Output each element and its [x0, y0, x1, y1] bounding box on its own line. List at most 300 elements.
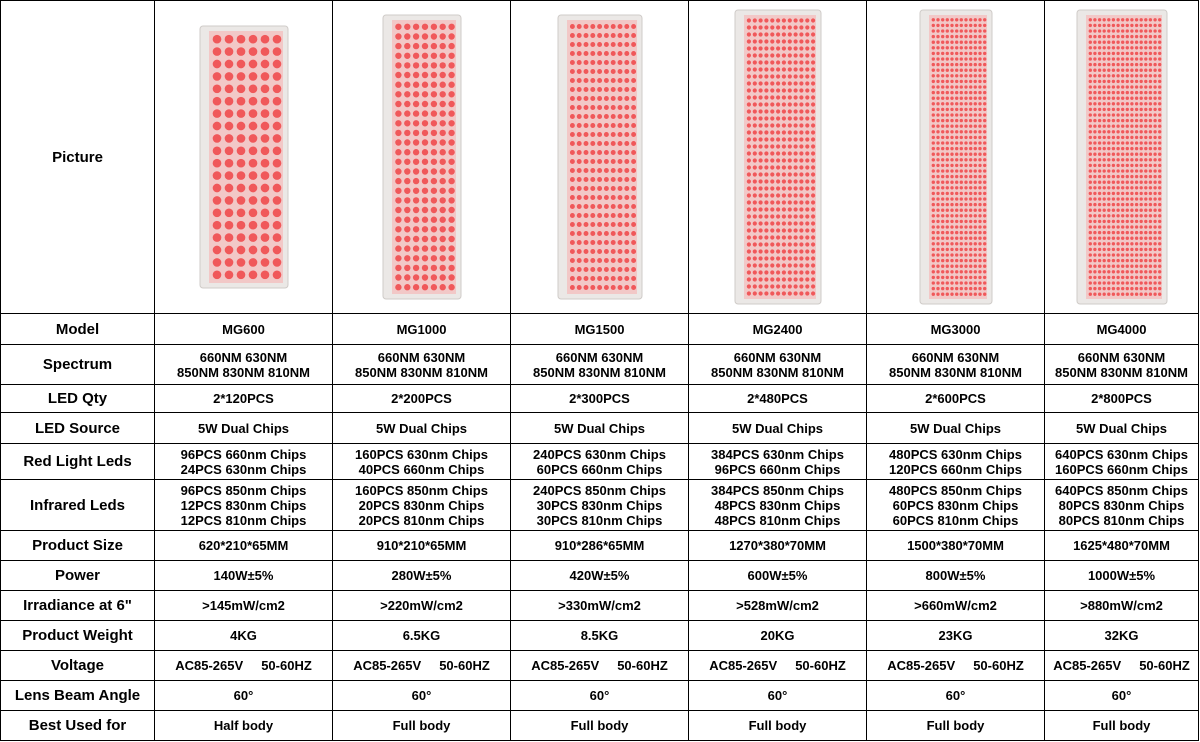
led-dot	[1111, 253, 1114, 256]
led-dot	[1158, 175, 1161, 178]
led-dot	[1134, 270, 1137, 273]
led-dot	[1130, 46, 1133, 49]
led-dot	[1158, 91, 1161, 94]
led-dot	[576, 51, 581, 56]
led-dot	[978, 46, 981, 49]
led-dot	[776, 270, 780, 274]
led-dot	[260, 159, 269, 168]
led-dot	[983, 158, 986, 161]
led-dot	[945, 24, 948, 27]
led-dot	[1134, 248, 1137, 251]
led-dot	[603, 222, 608, 227]
angle-cell: 60°	[333, 681, 511, 711]
led-dot	[978, 248, 981, 251]
led-dot	[583, 114, 588, 119]
led-dot	[959, 57, 962, 60]
led-dot	[1134, 293, 1137, 296]
led-dot	[448, 33, 454, 39]
led-dot	[1102, 119, 1105, 122]
led-dot	[959, 259, 962, 262]
led-dot	[1153, 158, 1156, 161]
led-dot	[950, 287, 953, 290]
led-dot	[941, 102, 944, 105]
led-dot	[583, 69, 588, 74]
led-dot	[969, 175, 972, 178]
led-dot	[1097, 46, 1100, 49]
led-dot	[758, 172, 762, 176]
led-dot	[1158, 108, 1161, 111]
led-dot	[224, 35, 233, 44]
led-dot	[811, 81, 815, 85]
led-dot	[799, 18, 803, 22]
led-dot	[978, 287, 981, 290]
led-dot	[1134, 214, 1137, 217]
led-dot	[811, 116, 815, 120]
led-dot	[1116, 231, 1119, 234]
led-dot	[1130, 29, 1133, 32]
led-dot	[955, 91, 958, 94]
led-dot	[1158, 276, 1161, 279]
led-dot	[224, 84, 233, 93]
led-dot	[955, 209, 958, 212]
led-dot	[959, 102, 962, 105]
led-dot	[395, 274, 401, 280]
led-dot	[752, 67, 756, 71]
led-dot	[752, 32, 756, 36]
led-dot	[1139, 63, 1142, 66]
led-dot	[603, 123, 608, 128]
led-dot	[404, 245, 410, 251]
led-dot	[631, 150, 636, 155]
led-dot	[969, 220, 972, 223]
led-dot	[1111, 97, 1114, 100]
led-dot	[1111, 169, 1114, 172]
led-dot	[212, 159, 221, 168]
led-dot	[1134, 281, 1137, 284]
led-dot	[421, 130, 427, 136]
led-dot	[973, 108, 976, 111]
led-dot	[1144, 136, 1147, 139]
led-dot	[983, 209, 986, 212]
led-dot	[945, 186, 948, 189]
led-dot	[603, 213, 608, 218]
led-dot	[1088, 186, 1091, 189]
led-dot	[439, 236, 445, 242]
led-dot	[969, 69, 972, 72]
led-dot	[260, 72, 269, 81]
led-dot	[583, 141, 588, 146]
led-dot	[770, 158, 774, 162]
led-dot	[439, 33, 445, 39]
led-dot	[212, 184, 221, 193]
led-dot	[955, 192, 958, 195]
led-dot	[1093, 181, 1096, 184]
row-product-weight	[1, 621, 1199, 651]
led-dot	[430, 159, 436, 165]
row-product-size	[1, 531, 1199, 561]
label-red-light-leds: Red Light Leds	[1, 444, 155, 480]
led-dot	[770, 270, 774, 274]
led-dot	[1093, 242, 1096, 245]
led-dot	[1107, 85, 1110, 88]
led-dot	[973, 281, 976, 284]
led-dot	[1153, 18, 1156, 21]
led-dot	[1102, 108, 1105, 111]
led-dot	[1125, 57, 1128, 60]
led-dot	[746, 235, 750, 239]
led-dot	[811, 102, 815, 106]
led-dot	[764, 277, 768, 281]
led-dot	[781, 60, 785, 64]
led-dot	[395, 188, 401, 194]
led-dot	[758, 109, 762, 113]
led-dot	[1125, 136, 1128, 139]
led-dot	[576, 87, 581, 92]
led-dot	[1102, 46, 1105, 49]
led-dot	[964, 74, 967, 77]
led-dot	[776, 60, 780, 64]
led-dot	[597, 168, 602, 173]
led-dot	[776, 200, 780, 204]
led-dot	[781, 88, 785, 92]
led-dot	[931, 52, 934, 55]
led-dot	[805, 46, 809, 50]
led-dot	[969, 46, 972, 49]
spectrum-line: 660NM 630NM	[1077, 349, 1166, 365]
led-dot	[752, 46, 756, 50]
led-dot	[1097, 24, 1100, 27]
led-dot	[1107, 113, 1110, 116]
led-dot	[603, 132, 608, 137]
led-dot	[395, 284, 401, 290]
led-dot	[448, 149, 454, 155]
led-dot	[236, 97, 245, 106]
led-dot	[597, 195, 602, 200]
ir-leds-line: 80PCS 810nm Chips	[1058, 512, 1185, 528]
led-dot	[404, 265, 410, 271]
led-dot	[1102, 52, 1105, 55]
led-dot	[959, 242, 962, 245]
led-dot	[811, 151, 815, 155]
led-dot	[1111, 18, 1114, 21]
led-dot	[1130, 197, 1133, 200]
led-dot	[1116, 91, 1119, 94]
led-dot	[945, 253, 948, 256]
led-dot	[770, 221, 774, 225]
led-dot	[1102, 209, 1105, 212]
led-dot	[805, 81, 809, 85]
led-dot	[272, 184, 281, 193]
led-dot	[950, 125, 953, 128]
led-dot	[603, 114, 608, 119]
led-dot	[793, 242, 797, 246]
led-dot	[1158, 153, 1161, 156]
led-dot	[1097, 74, 1100, 77]
led-dot	[1116, 24, 1119, 27]
led-dot	[941, 197, 944, 200]
led-dot	[1097, 259, 1100, 262]
led-dot	[969, 276, 972, 279]
led-dot	[1111, 237, 1114, 240]
led-dot	[569, 159, 574, 164]
led-dot	[978, 102, 981, 105]
led-dot	[430, 188, 436, 194]
led-dot	[597, 42, 602, 47]
led-dot	[1153, 46, 1156, 49]
led-dot	[781, 116, 785, 120]
led-dot	[1153, 293, 1156, 296]
led-dot	[1148, 125, 1151, 128]
led-dot	[1097, 175, 1100, 178]
led-dot	[583, 105, 588, 110]
led-dot	[964, 46, 967, 49]
led-dot	[1121, 63, 1124, 66]
led-dot	[1111, 270, 1114, 273]
led-dot	[1088, 169, 1091, 172]
led-dot	[936, 125, 939, 128]
led-dot	[964, 141, 967, 144]
led-dot	[955, 130, 958, 133]
led-dot	[1102, 253, 1105, 256]
led-dot	[758, 53, 762, 57]
led-dot	[793, 67, 797, 71]
led-dot	[248, 246, 257, 255]
led-dot	[931, 97, 934, 100]
led-dot	[950, 225, 953, 228]
led-dot	[799, 144, 803, 148]
led-dot	[941, 125, 944, 128]
ir-leds-line: 20PCS 810nm Chips	[358, 512, 485, 528]
led-dot	[776, 53, 780, 57]
led-dot	[1093, 130, 1096, 133]
led-dot	[260, 97, 269, 106]
led-dot	[1116, 181, 1119, 184]
led-dot	[439, 24, 445, 30]
led-qty-cell: 2*800PCS	[1045, 385, 1199, 413]
led-dot	[1097, 158, 1100, 161]
led-dot	[811, 263, 815, 267]
led-dot	[1125, 35, 1128, 38]
led-dot	[969, 136, 972, 139]
led-dot	[617, 96, 622, 101]
led-dot	[1116, 29, 1119, 32]
led-dot	[1097, 281, 1100, 284]
led-dot	[610, 267, 615, 272]
led-dot	[1093, 52, 1096, 55]
ir-leds-line: 12PCS 830nm Chips	[180, 497, 307, 513]
red-leds-cell	[867, 444, 1045, 480]
led-dot	[569, 141, 574, 146]
row-best-used-for	[1, 711, 1199, 741]
led-dot	[1125, 85, 1128, 88]
led-dot	[1093, 220, 1096, 223]
led-dot	[787, 256, 791, 260]
led-dot	[776, 186, 780, 190]
led-dot	[1121, 24, 1124, 27]
red-leds-line: 40PCS 660nm Chips	[358, 461, 485, 477]
led-dot	[1139, 125, 1142, 128]
led-dot	[430, 120, 436, 126]
led-dot	[959, 153, 962, 156]
led-dot	[1093, 80, 1096, 83]
led-dot	[212, 233, 221, 242]
led-dot	[1153, 265, 1156, 268]
led-dot	[983, 91, 986, 94]
led-dot	[260, 233, 269, 242]
led-dot	[764, 39, 768, 43]
led-dot	[969, 35, 972, 38]
led-dot	[430, 207, 436, 213]
led-dot	[1107, 276, 1110, 279]
led-dot	[631, 240, 636, 245]
led-dot	[746, 46, 750, 50]
led-dot	[1134, 181, 1137, 184]
led-dot	[1158, 169, 1161, 172]
led-dot	[590, 222, 595, 227]
led-dot	[1144, 293, 1147, 296]
led-dot	[1121, 85, 1124, 88]
led-dot	[1125, 91, 1128, 94]
led-dot	[430, 72, 436, 78]
led-dot	[1102, 102, 1105, 105]
led-dot	[793, 207, 797, 211]
led-dot	[936, 136, 939, 139]
led-dot	[941, 85, 944, 88]
led-dot	[964, 147, 967, 150]
led-dot	[631, 159, 636, 164]
led-dot	[945, 192, 948, 195]
led-dot	[1107, 270, 1110, 273]
led-dot	[1111, 41, 1114, 44]
led-dot	[1134, 265, 1137, 268]
led-dot	[395, 159, 401, 165]
label-voltage: Voltage	[1, 651, 155, 681]
led-dot	[1139, 203, 1142, 206]
led-dot	[576, 33, 581, 38]
led-dot	[1139, 52, 1142, 55]
led-dot	[964, 186, 967, 189]
led-dot	[260, 35, 269, 44]
led-dot	[770, 151, 774, 155]
led-dot	[969, 24, 972, 27]
led-dot	[793, 102, 797, 106]
led-dot	[610, 168, 615, 173]
led-dot	[1121, 259, 1124, 262]
led-dot	[978, 281, 981, 284]
led-dot	[931, 108, 934, 111]
led-dot	[624, 96, 629, 101]
led-dot	[1116, 209, 1119, 212]
picture-cell	[511, 1, 689, 314]
led-dot	[978, 214, 981, 217]
led-dot	[1088, 259, 1091, 262]
led-dot	[758, 88, 762, 92]
led-dot	[1125, 293, 1128, 296]
led-dot	[764, 151, 768, 155]
label-lens-beam-angle: Lens Beam Angle	[1, 681, 155, 711]
led-dot	[603, 141, 608, 146]
led-dot	[1134, 192, 1137, 195]
led-dot	[1097, 293, 1100, 296]
led-dot	[1153, 52, 1156, 55]
led-dot	[1107, 265, 1110, 268]
led-dot	[969, 225, 972, 228]
led-dot	[603, 42, 608, 47]
led-dot	[752, 95, 756, 99]
row-red-light-leds	[1, 444, 1199, 480]
led-dot	[983, 281, 986, 284]
led-dot	[1107, 29, 1110, 32]
led-dot	[1139, 164, 1142, 167]
led-dot	[395, 178, 401, 184]
ir-leds-line: 160PCS 850nm Chips	[355, 482, 488, 498]
led-dot	[1093, 29, 1096, 32]
led-dot	[969, 265, 972, 268]
led-dot	[805, 130, 809, 134]
ir-leds-line: 30PCS 810nm Chips	[536, 512, 663, 528]
led-dot	[1134, 169, 1137, 172]
led-dot	[1144, 276, 1147, 279]
led-dot	[224, 47, 233, 56]
led-dot	[1158, 57, 1161, 60]
led-dot	[1153, 276, 1156, 279]
led-dot	[1097, 214, 1100, 217]
led-dot	[1125, 69, 1128, 72]
led-dot	[752, 207, 756, 211]
led-dot	[973, 119, 976, 122]
led-dot	[1130, 102, 1133, 105]
led-dot	[448, 43, 454, 49]
led-dot	[1148, 253, 1151, 256]
led-dot	[758, 263, 762, 267]
led-dot	[1102, 276, 1105, 279]
led-dot	[770, 123, 774, 127]
led-dot	[950, 102, 953, 105]
led-dot	[1121, 192, 1124, 195]
led-dot	[973, 97, 976, 100]
led-dot	[1102, 270, 1105, 273]
led-dot	[931, 125, 934, 128]
picture-cell	[155, 1, 333, 314]
led-dot	[776, 88, 780, 92]
led-dot	[959, 270, 962, 273]
led-dot	[1148, 164, 1151, 167]
led-dot	[1125, 209, 1128, 212]
led-dot	[955, 181, 958, 184]
spectrum-line: 850NM 830NM 810NM	[711, 364, 844, 380]
led-dot	[1148, 231, 1151, 234]
led-dot	[583, 231, 588, 236]
led-dot	[758, 179, 762, 183]
led-dot	[1107, 136, 1110, 139]
best-used-cell: Full body	[867, 711, 1045, 741]
led-dot	[1121, 141, 1124, 144]
led-dot	[973, 186, 976, 189]
led-dot	[964, 192, 967, 195]
label-spectrum: Spectrum	[1, 345, 155, 385]
led-dot	[631, 24, 636, 29]
led-dot	[776, 221, 780, 225]
led-dot	[931, 242, 934, 245]
led-dot	[617, 159, 622, 164]
led-dot	[1144, 24, 1147, 27]
led-dot	[603, 276, 608, 281]
led-source-cell: 5W Dual Chips	[511, 413, 689, 444]
led-dot	[439, 159, 445, 165]
led-dot	[752, 270, 756, 274]
led-dot	[1158, 265, 1161, 268]
led-dot	[1093, 136, 1096, 139]
